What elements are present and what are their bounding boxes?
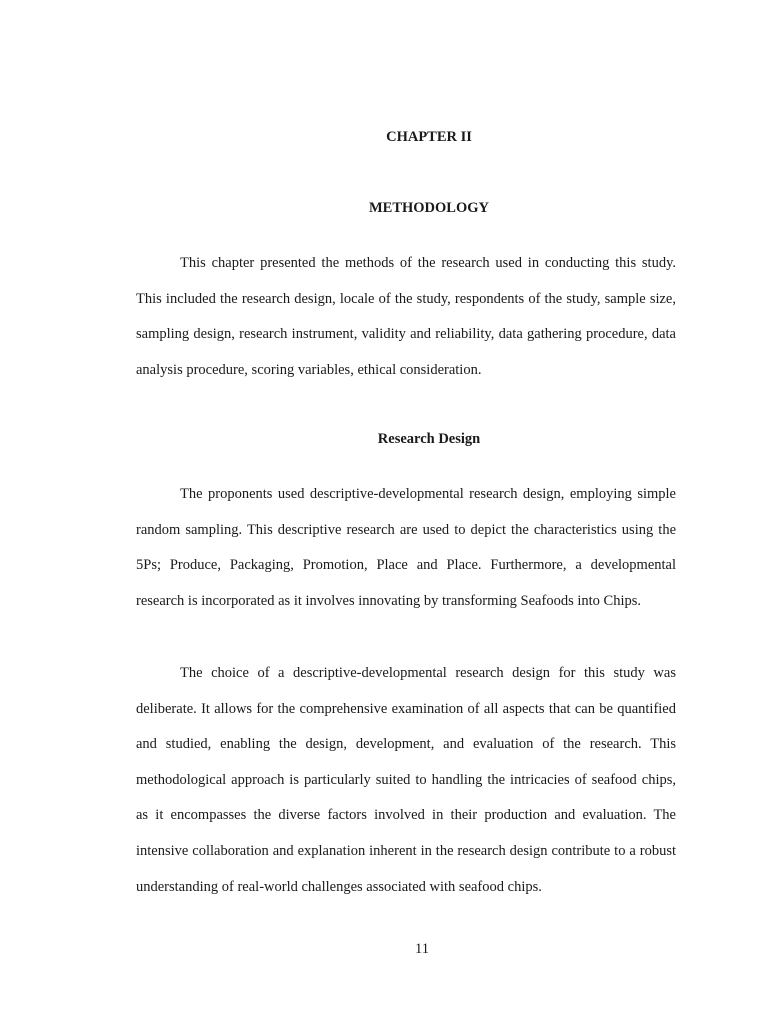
research-design-paragraph: The choice of a descriptive-developmental research design for this study was deliberate. It allows for the comprehensive examination of all aspects that can be quantified and studied, enabling the design, development, and evaluation of the research. This methodological approach is particularly suited to handling the intricacies of seafood chips, as it encompasses the diverse factors involved in their production and evaluation. The intensive collaboration and explanation inherent in the research design contribute to a robust understanding of real-world challenges associated with seafood chips. [136,665,676,895]
research-design-paragraph: The proponents used descriptive-developmental research design, employing simple random sampling. This descriptive research are used to depict the characteristics using the 5Ps; Produce, Packaging, Promotion, Place and Place. Furthermore, a developmental research is incorporated as it involves innovating by transforming Seafoods into Chips. [136,486,676,609]
chapter-title: METHODOLOGY [368,200,490,216]
section-heading: Research Design [377,431,481,447]
chapter-heading: CHAPTER II [386,129,472,145]
page-number: 11 [415,941,429,957]
intro-paragraph: This chapter presented the methods of the research used in conducting this study. This included the research design, locale of the study, respondents of the study, sample size, sampling design, research instrument, validity and reliability, data gathering procedure, data analysis procedure, scoring variables, ethical consideration. [136,255,676,378]
